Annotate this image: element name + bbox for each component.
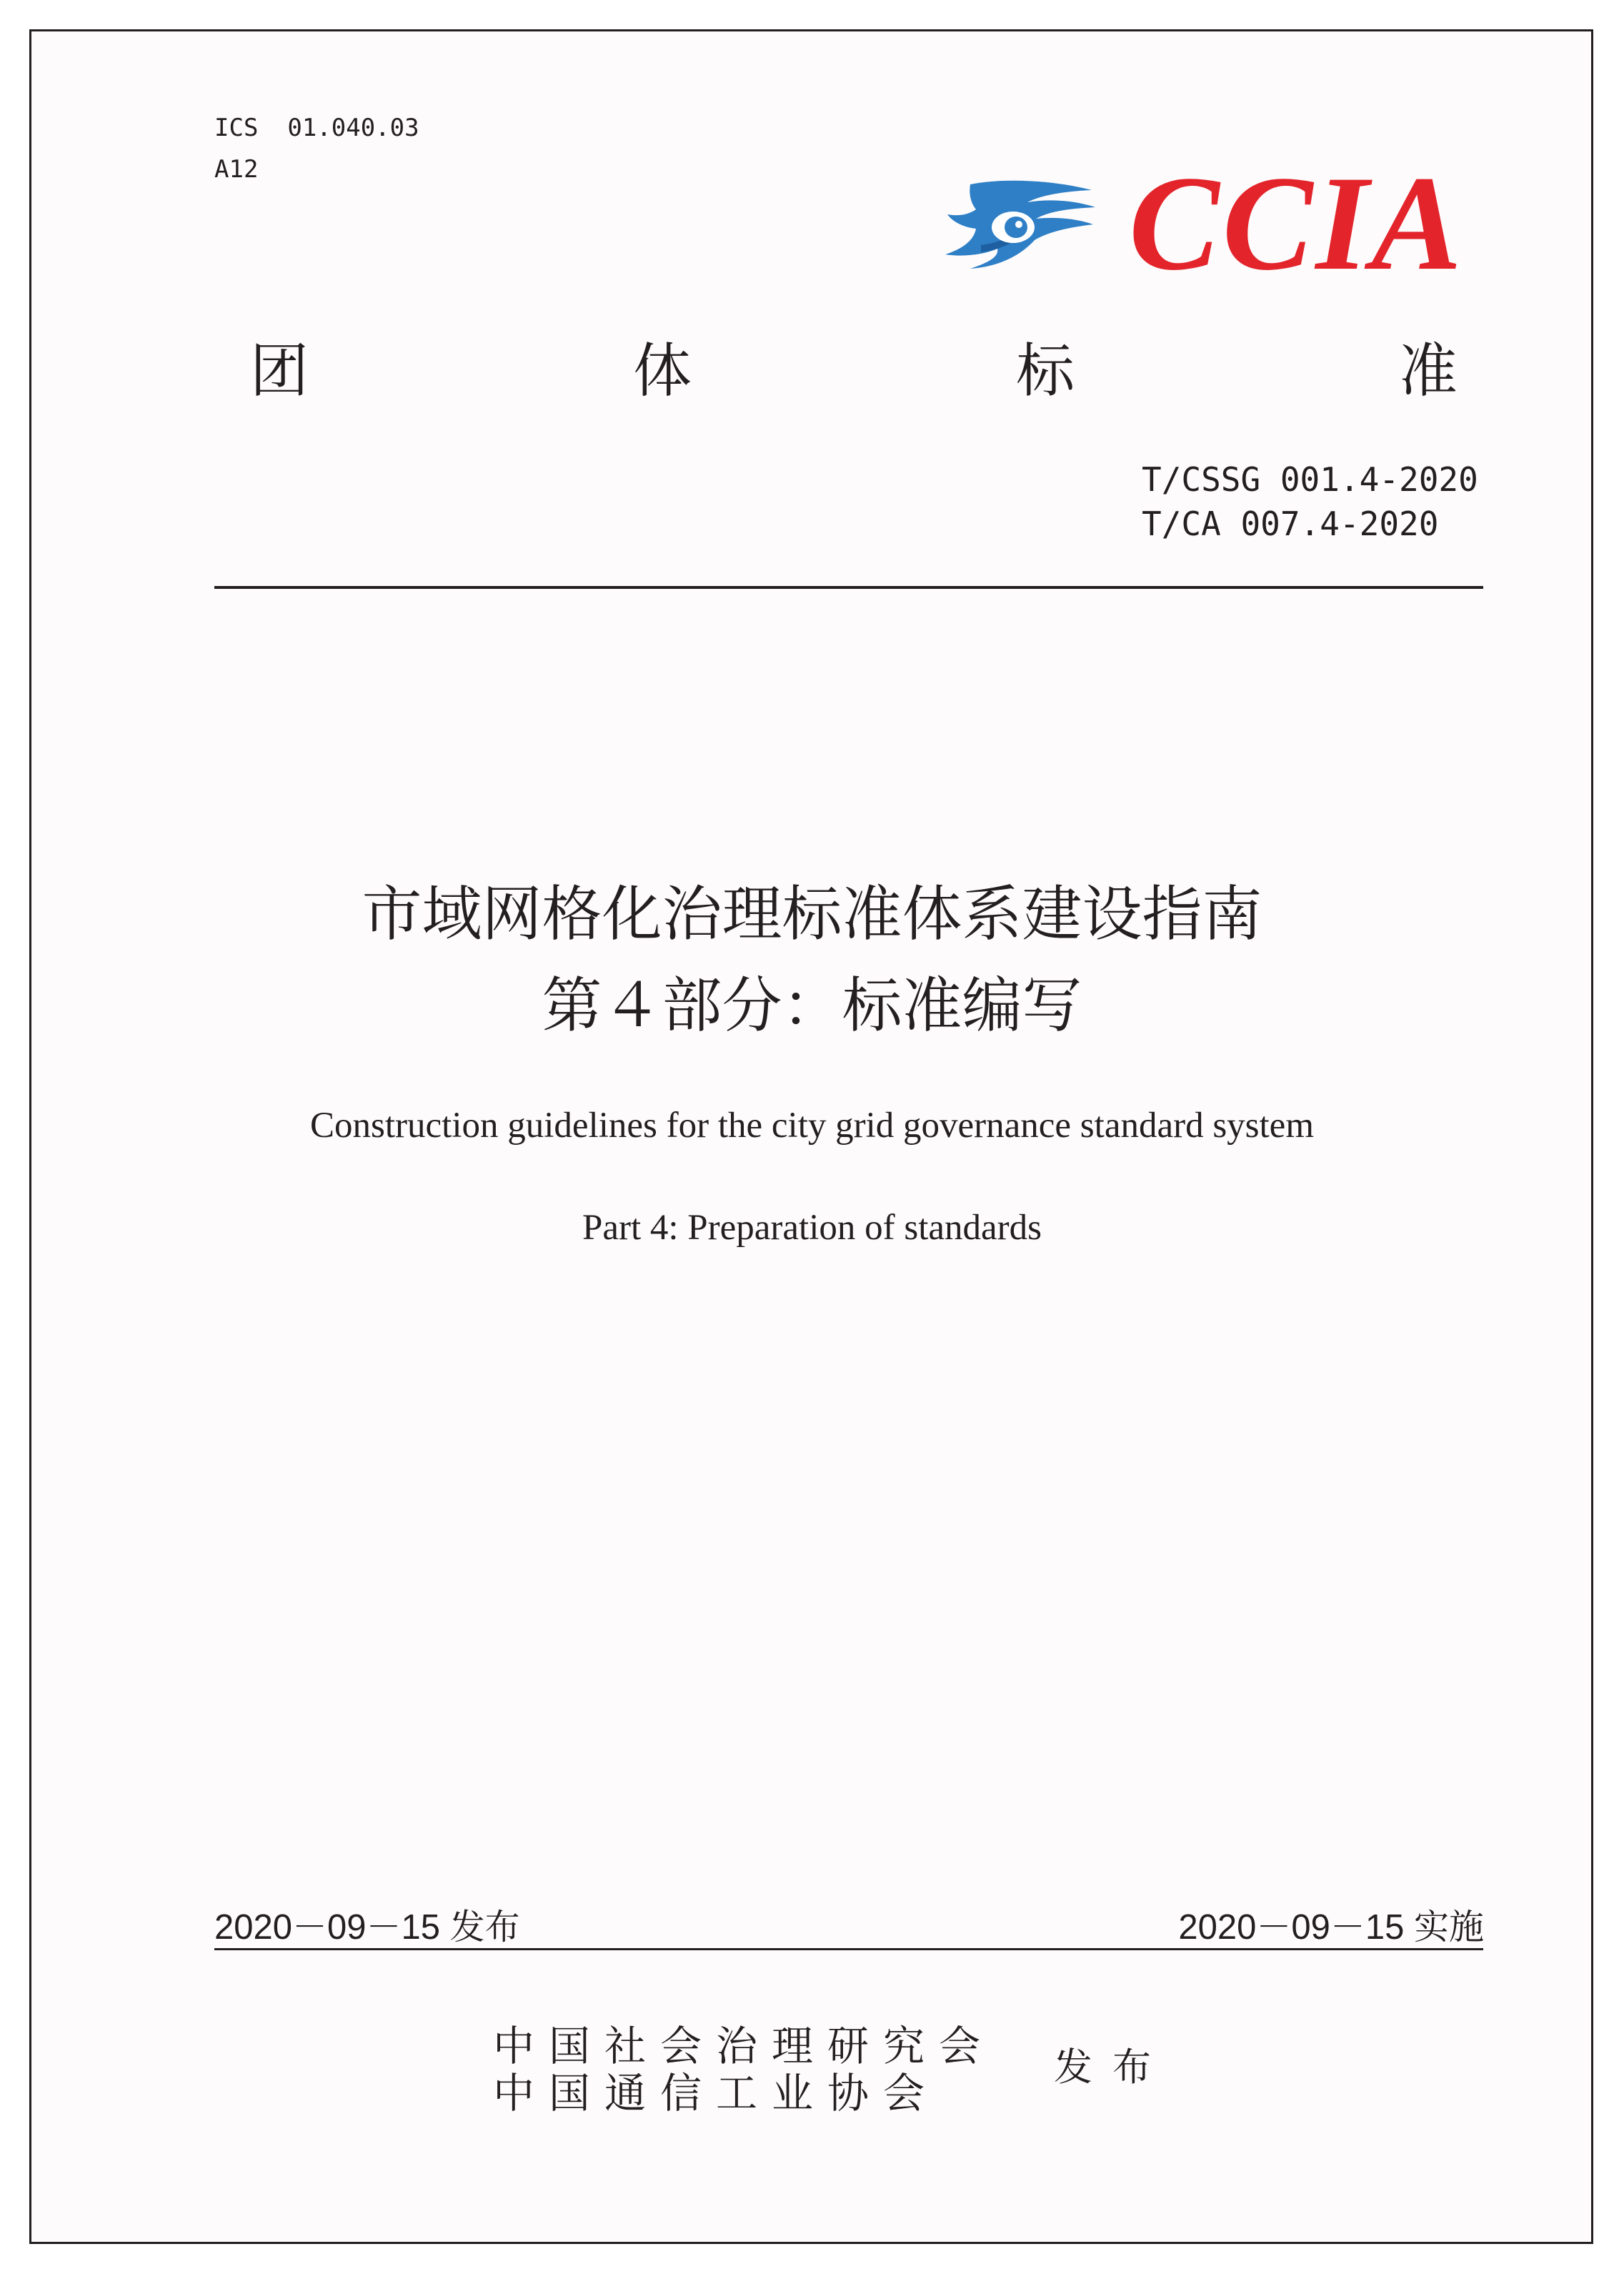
ccia-logo-text: CCIA [1129,149,1465,299]
chinese-title-line-1: 市域网格化治理标准体系建设指南 [362,879,1262,949]
standard-numbers [1142,457,1478,546]
ics-code: ICS 01.040.03 [214,114,419,142]
standard-number-cssg: T/CSSG 001.4-2020 [1142,460,1478,499]
publish-label: 发布 [1054,2045,1171,2090]
chinese-title-line-2: 第４部分：标准编写 [542,970,1082,1041]
standard-type-char: 团 [250,337,309,405]
effective-date: 2020－09－15 实施 [1178,1908,1484,1947]
issue-date: 2020－09－15 发布 [214,1908,520,1947]
publisher-name: 中国社会治理研究会 [493,2022,995,2070]
english-title: Construction guidelines for the city grid governance standard system [310,1106,1314,1146]
chinese-title [143,868,1481,1051]
standard-type-heading [250,336,1458,407]
standard-number-ca: T/CA 007.4-2020 [1142,505,1439,543]
ccia-logo [942,149,1465,299]
header-divider [214,586,1483,589]
publisher-name: 中国通信工业协会 [493,2069,940,2117]
standard-type-char: 体 [632,337,692,405]
standard-type-char: 标 [1015,337,1075,405]
dove-eye-icon [942,177,1099,277]
classification-codes [214,107,419,190]
footer-divider [214,1948,1483,1950]
standard-type-char: 准 [1398,337,1458,405]
ccs-code: A12 [214,155,259,184]
english-subtitle: Part 4: Preparation of standards [582,1208,1042,1248]
publisher-list [493,2022,995,2117]
